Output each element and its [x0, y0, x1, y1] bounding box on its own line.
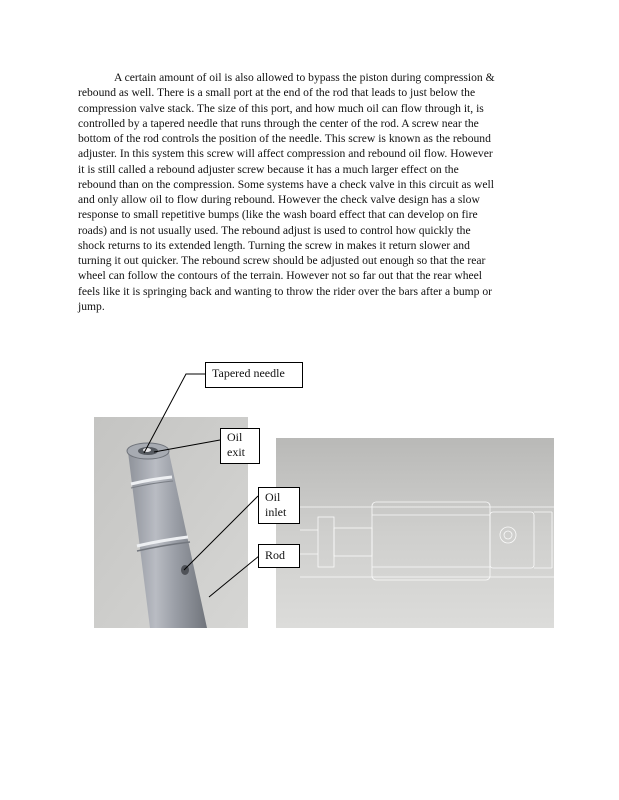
paragraph-line: wheel can follow the contours of the terrain. However not so far out that the rear wheel: [78, 269, 483, 283]
paragraph-line: shock returns to its extended length. Turning the screw in makes it return slower and: [78, 238, 470, 252]
callout-tapered-needle: [205, 362, 303, 388]
callout-text: exit: [227, 445, 245, 459]
paragraph-line: controlled by a tapered needle that runs through the center of the rod. A screw near the: [78, 116, 479, 130]
callout-rod: [258, 544, 300, 568]
callout-text: Tapered needle: [212, 366, 285, 380]
paragraph-line: A certain amount of oil is also allowed to bypass the piston during compression &: [114, 71, 495, 84]
callout-oil-inlet: [258, 487, 300, 524]
paragraph-line: turning it out quicker. The rebound screw should be adjusted out enough so that the rear: [78, 254, 486, 267]
callout-text: Oil: [227, 430, 243, 444]
paragraph-line: compression valve stack. The size of this port, and how much oil can flow through it, is: [78, 101, 484, 115]
paragraph-line: rebound as well. There is a small port at the end of the rod that leads to just below the: [78, 86, 476, 100]
paragraph-line: rebound than on the compression. Some systems have a check valve in this circuit as well: [78, 177, 494, 191]
paragraph-line: response to small repetitive bumps (like the wash board effect that can develop on fire: [78, 208, 478, 222]
callout-oil-exit: [220, 428, 260, 464]
paragraph-line: it is still called a rebound adjuster screw because it has a much larger effect on the: [78, 162, 459, 176]
paragraph-line: roads) and is not usually used. The rebound adjust is used to control how quickly the: [78, 223, 471, 237]
paragraph-line: jump.: [78, 299, 105, 313]
paragraph-line: bottom of the rod controls the position of the needle. This screw is known as the rebound: [78, 132, 491, 145]
callout-text: Rod: [265, 548, 286, 562]
callout-text: inlet: [265, 505, 287, 519]
paragraph-line: adjuster. In this system this screw will affect compression and rebound oil flow. However: [78, 147, 493, 161]
paragraph-line: and only allow oil to flow during rebound. However the check valve design has a slow: [78, 193, 480, 206]
paragraph-line: feels like it is springing back and wanting to throw the rider over the bars after a bump or: [78, 284, 493, 298]
callout-text: Oil: [265, 490, 281, 504]
